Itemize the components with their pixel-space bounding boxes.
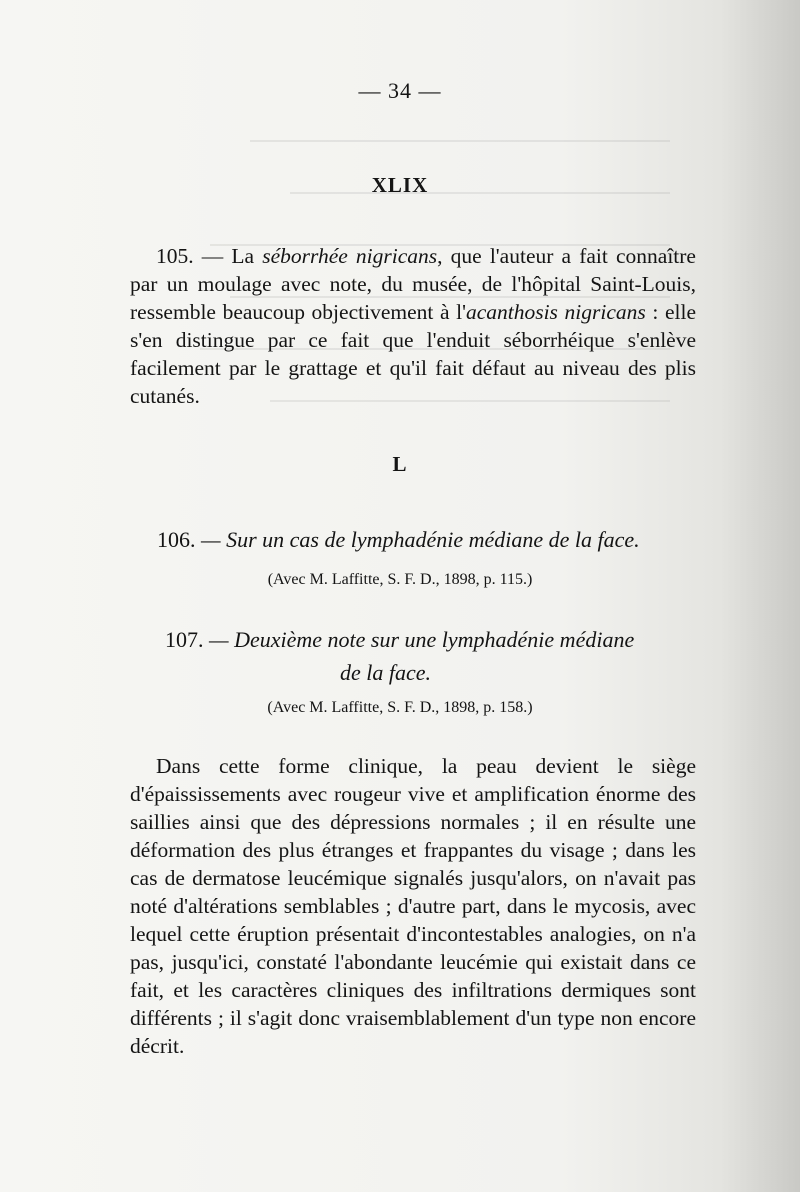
entry-107-title-1: Deuxième note sur une lymphadénie médiane [234, 627, 635, 652]
entry-105-term-acanthosis: acanthosis nigricans [465, 300, 646, 324]
entry-106-number: 106. [157, 527, 196, 552]
page-number: — 34 — [358, 78, 442, 103]
entry-107-dash: — [203, 627, 235, 652]
entry-105-intro: — La [193, 244, 263, 268]
entry-107-title-line-1 [165, 627, 634, 653]
entry-106-title: Sur un cas de lymphadénie médiane de la face. [226, 527, 640, 552]
entry-105-text-2: : elle s'en distingue par ce fait que l'enduit séborrhéique s'enlève facilement par le grattage et qu'il fait défaut au niveau des plis cutanés. [130, 300, 696, 408]
entry-105-text-1: , que l'auteur a fait connaître par un moulage avec note, du musée, de l'hôpital Saint-Louis, ressemble beaucoup objectivement à l' [130, 244, 696, 324]
entry-106-title-line [157, 527, 640, 553]
entry-107-reference: (Avec M. Laffitte, S. F. D., 1898, p. 158.) [267, 699, 533, 716]
body-paragraph: Dans cette forme clinique, la peau devient le siège d'épaississements avec rougeur vive et amplification énorme des saillies ainsi que des dépressions normales ; il en résulte une déformation des plus étranges et frappantes du visage ; dans les cas de dermatose leucémique signalés jusqu'alors, on n'avait pas noté d'altérations semblables ; d'autre part, dans le mycosis, avec lequel cette éruption présentait d'incontestables analogies, on n'a pas, jusqu'ici, constaté l'abondante leucémie qui existait dans ce fait, et les caractères cliniques des infiltrations dermiques sont différents ; il s'agit donc vraisemblablement d'un type non encore décrit. [130, 754, 696, 1058]
section-heading-xlix: XLIX [371, 173, 429, 197]
entry-105-paragraph [130, 242, 696, 410]
section-heading-l: L [392, 452, 408, 476]
entry-107-number: 107. [165, 627, 204, 652]
entry-105-number: 105. [156, 244, 194, 268]
entry-107-title-line-2: de la face. [340, 660, 432, 685]
entry-105-term-seborrhee: séborrhée nigricans [262, 244, 438, 268]
entry-106-dash: — [195, 527, 227, 552]
entry-106-reference: (Avec M. Laffitte, S. F. D., 1898, p. 115.) [267, 571, 533, 588]
